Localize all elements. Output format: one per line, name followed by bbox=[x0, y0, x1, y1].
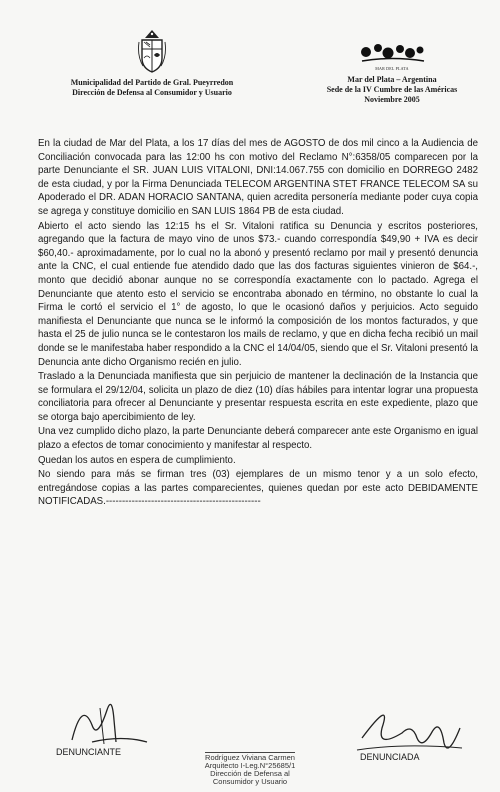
paragraph-next-steps: Una vez cumplido dicho plazo, la parte Denunciante deberá comparecer ante este Organismo en igual plazo a efectos de tomar conocimiento y manifestar al respecto. bbox=[38, 426, 478, 452]
complainant-label: DENUNCIANTE bbox=[56, 747, 122, 757]
paragraph-pending: Quedan los autos en espera de cumplimiento. bbox=[38, 454, 236, 466]
summit-header bbox=[302, 40, 482, 105]
paragraph-respondent-statement: Traslado a la Denunciada manifiesta que sin perjuicio de mantener la declinación de la Instancia que se formulara el 29/12/04, solicita un plazo de diez (10) días hábiles para intentar lograr una propuesta conciliatoria para ofrecer al Denunciante y presentar respuesta escrita en este expediente, plazo que se otorga bajo apercibimiento de ley. bbox=[38, 371, 478, 423]
act-body bbox=[38, 137, 478, 509]
paragraph-closing: No siendo para más se firman tres (03) ejemplares de un mismo tenor y a un solo efecto, entregándose copias a las partes comparecientes, quienes quedan por este acto DEBIDAMENTE NOTIFICADAS.------------------------------------------------ bbox=[38, 469, 478, 508]
municipality-name: Municipalidad del Partido de Gral. Pueyrredon bbox=[70, 78, 234, 87]
respondent-label: DENUNCIADA bbox=[360, 752, 420, 762]
city-country: Mar del Plata – Argentina bbox=[347, 75, 437, 84]
department-name: Dirección de Defensa al Consumidor y Usuario bbox=[72, 88, 232, 97]
official-stamp bbox=[190, 752, 310, 786]
paragraph-intro: En la ciudad de Mar del Plata, a los 17 días del mes de AGOSTO de dos mil cinco a la Audiencia de Conciliación convocada para las 12:00 hs con motivo del Reclamo N°:6358/05 comparecen por la parte Denunciante el SR. JUAN LUIS VITALONI, DNI:14.067.755 con domicilio en DORREGO 2482 de esta ciudad, y por la Firma Denunciada TELECOM ARGENTINA STET FRANCE TELECOM SA su Apoderado el DR. ADAN HORACIO SANTANA, quien acredita personería mediante poder cuya copia se agrega y constituye domicilio en SAN LUIS 1864 PB de esta ciudad. bbox=[38, 138, 478, 217]
summit-title: Sede de la IV Cumbre de las Américas bbox=[326, 85, 458, 94]
mar-del-plata-logo-icon bbox=[352, 40, 432, 68]
stamp-department-1: Dirección de Defensa al bbox=[210, 769, 290, 778]
stamp-title: Arquitecto I-Leg.N°25685/1 bbox=[204, 761, 296, 770]
municipal-header bbox=[52, 28, 252, 98]
stamp-department-2: Consumidor y Usuario bbox=[212, 777, 288, 786]
municipal-crest-icon bbox=[137, 28, 167, 74]
stamp-name: Rodríguez Viviana Carmen bbox=[205, 753, 295, 762]
paragraph-complainant-statement: Abierto el acto siendo las 12:15 hs el Sr. Vitaloni ratifica su Denuncia y escritos posteriores, agregando que la factura de mayo vino de unos $73.- cuando correspondía $49,90 + IVA es decir $60,40.- aproximadamente, por lo cual no la abonó y presentó reclamo por mail y presentó denuncia ante la CNC, el cual entiende fue atendido dado que las dos facturas siguientes vinieron de $64.-, monto que decidió abonar aunque no se correspondía exactamente con lo pactado. Agrega el Denunciante que atento esto el servicio se encontraba abonado en término, no obstante lo cual la Firma le cortó el servicio el 1° de agosto, lo que le ocasionó daños y perjuicios. Acto seguido manifiesta el Denunciante que nunca se le informó la composición de los montos facturados, y que hasta el 25 de julio nunca se le contestaron los mails de reclamo, y que en dicha fecha recibió un mail donde se le manifestaba haber respondido a la CNC el 14/04/05, siendo que el Sr. Vitaloni presentó la Denuncia ante dicho Organismo recién en julio. bbox=[38, 220, 478, 368]
logo-label: MAR DEL PLATA bbox=[375, 66, 409, 71]
summit-date: Noviembre 2005 bbox=[364, 95, 420, 104]
